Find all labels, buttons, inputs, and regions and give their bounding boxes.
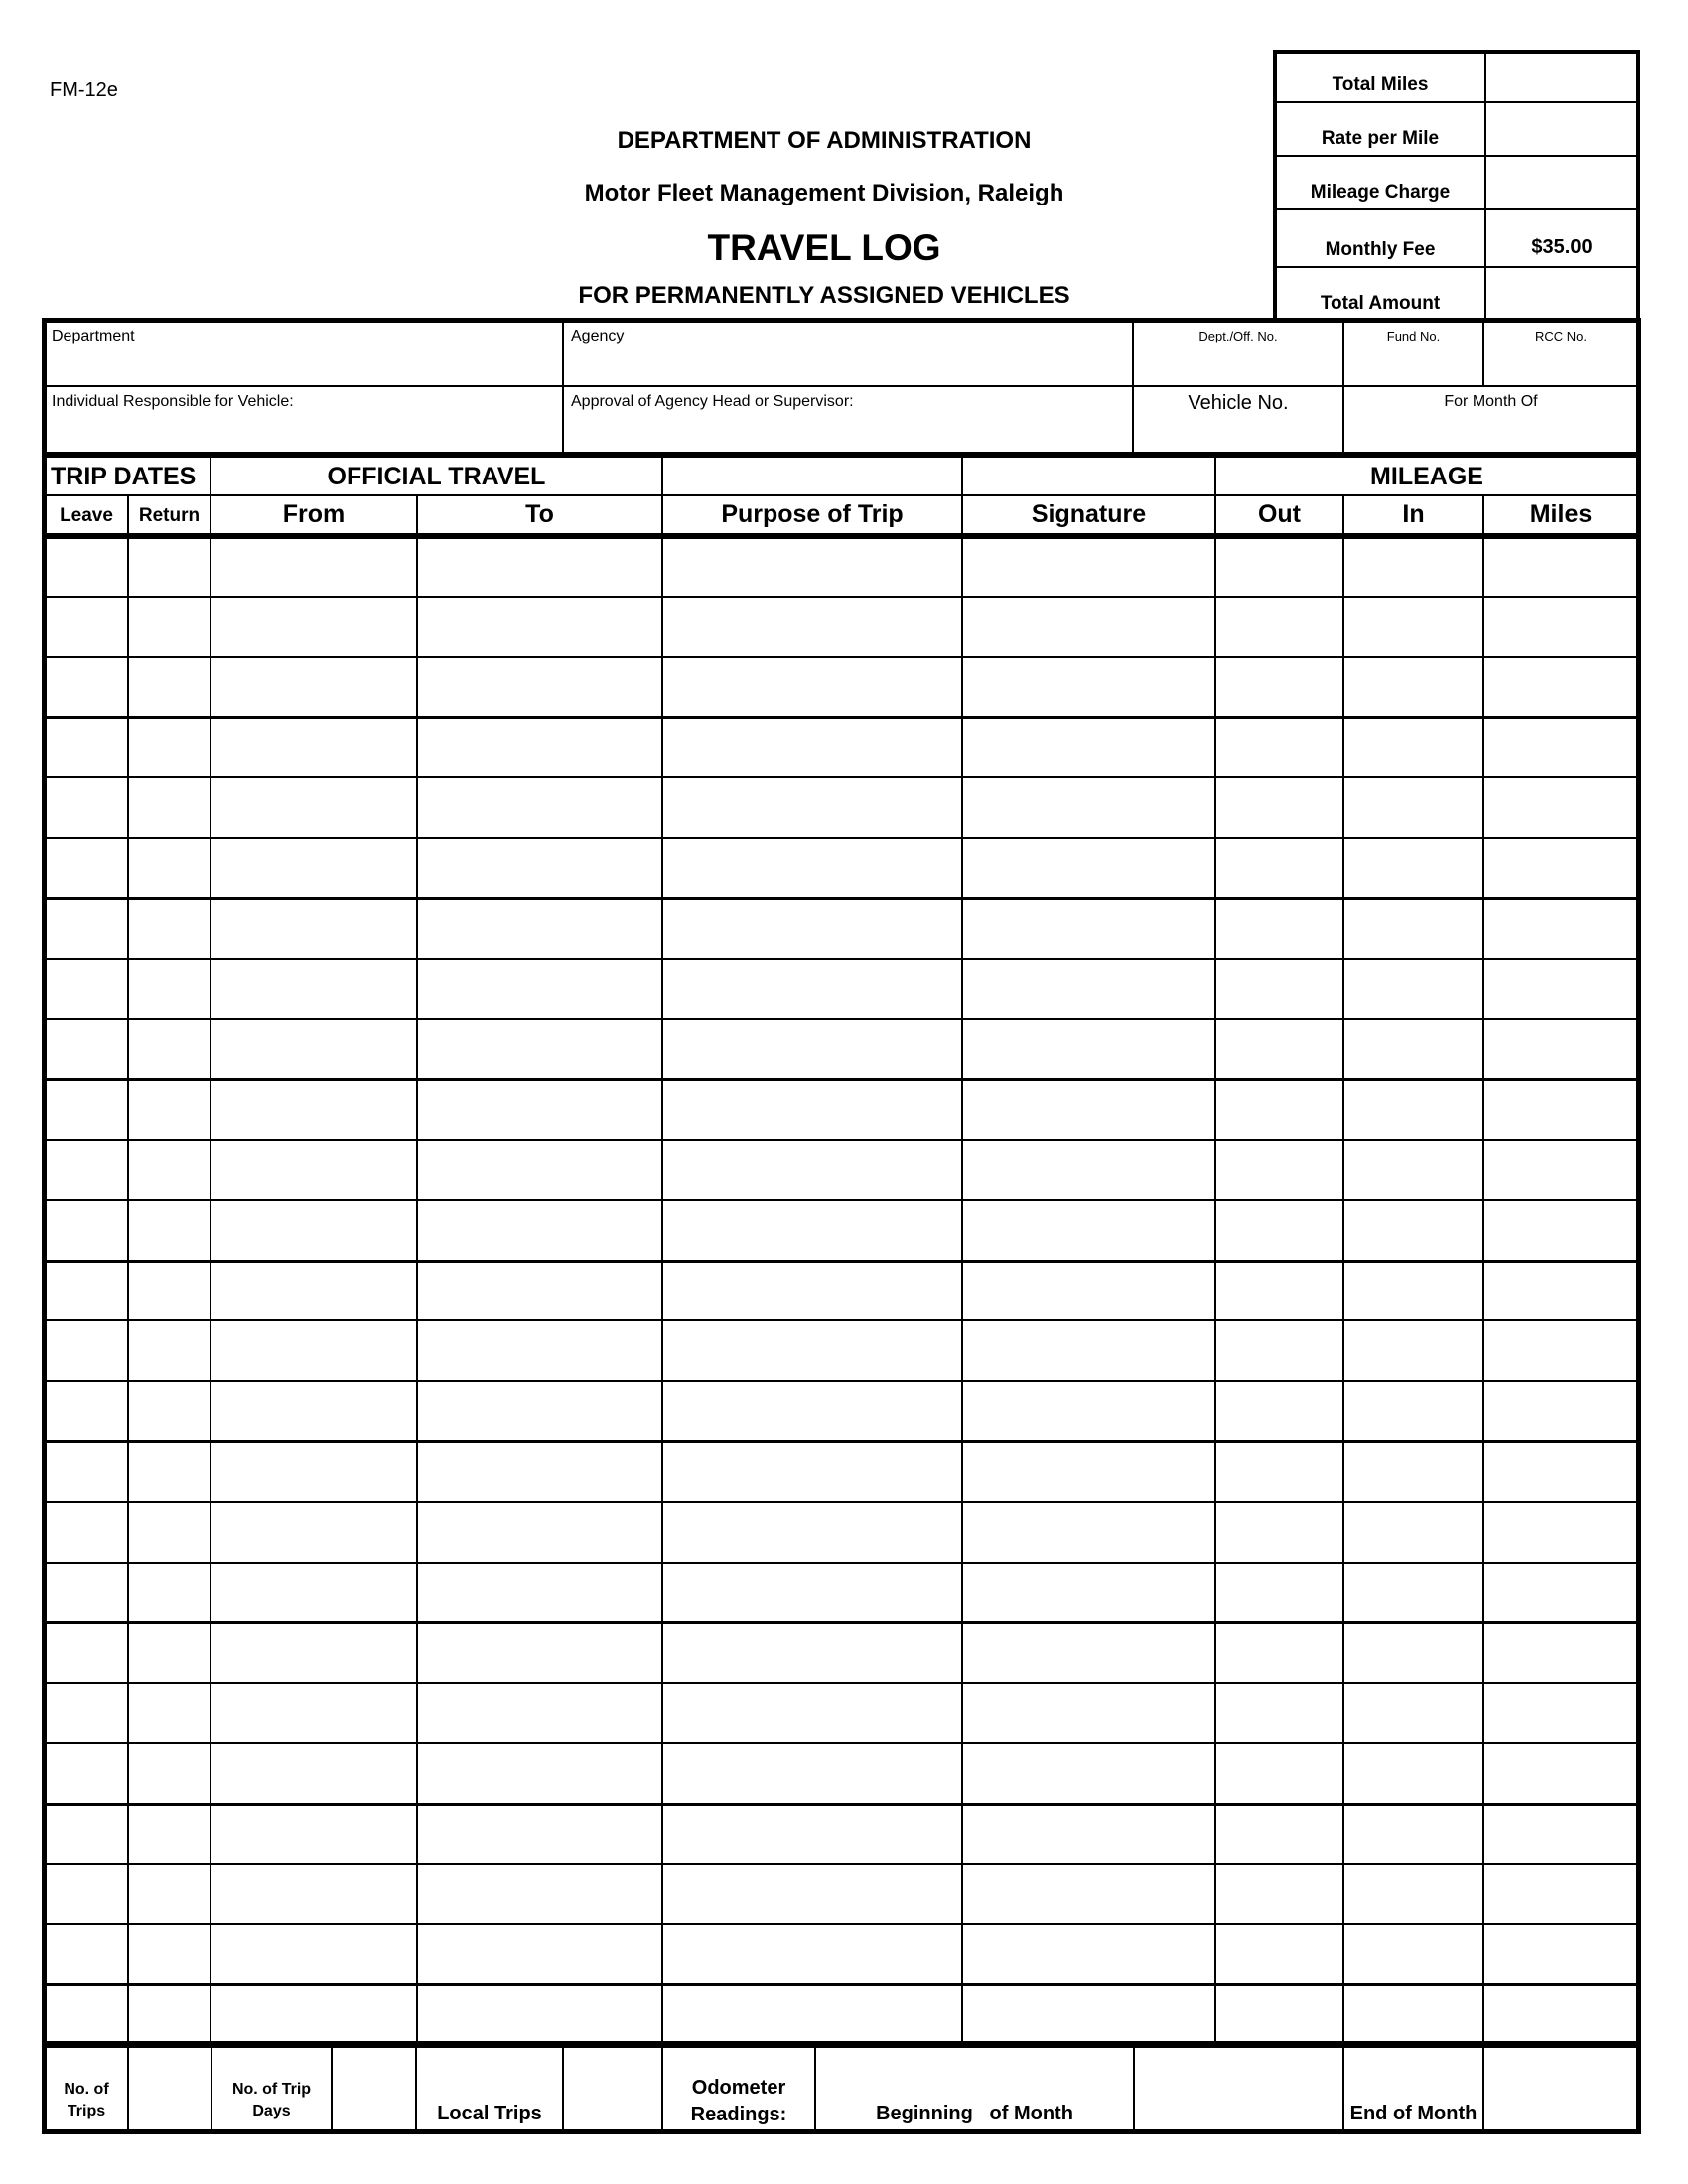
cell-to[interactable]: [417, 898, 662, 959]
summary-value-field[interactable]: [1485, 52, 1638, 102]
summary-label: Monthly Fee: [1325, 239, 1436, 260]
cell-purpose[interactable]: [662, 1743, 962, 1804]
cell-return[interactable]: [128, 1381, 211, 1441]
cell-miles[interactable]: [1483, 1563, 1638, 1622]
cell-in[interactable]: [1343, 1622, 1483, 1683]
cell-out[interactable]: [1215, 1261, 1343, 1320]
cell-from[interactable]: [211, 597, 417, 657]
cell-out[interactable]: [1215, 597, 1343, 657]
cell-signature[interactable]: [962, 1320, 1215, 1381]
cell-miles[interactable]: [1483, 898, 1638, 959]
cell-signature[interactable]: [962, 717, 1215, 777]
cell-leave[interactable]: [45, 1381, 128, 1441]
cell-from[interactable]: [211, 1441, 417, 1502]
cell-return[interactable]: [128, 1743, 211, 1804]
cell-purpose[interactable]: [662, 1320, 962, 1381]
cell-purpose[interactable]: [662, 1079, 962, 1140]
cell-out[interactable]: [1215, 1743, 1343, 1804]
cell-in[interactable]: [1343, 1079, 1483, 1140]
cell-in[interactable]: [1343, 1320, 1483, 1381]
summary-value-field[interactable]: [1485, 267, 1638, 321]
cell-miles[interactable]: [1483, 657, 1638, 717]
cell-in[interactable]: [1343, 838, 1483, 898]
cell-miles[interactable]: [1483, 1079, 1638, 1140]
cell-purpose[interactable]: [662, 1441, 962, 1502]
cell-purpose[interactable]: [662, 898, 962, 959]
cell-out[interactable]: [1215, 1320, 1343, 1381]
cell-purpose[interactable]: [662, 1381, 962, 1441]
cell-signature[interactable]: [962, 1019, 1215, 1079]
no-of-trip-days-field[interactable]: [332, 2045, 416, 2131]
cell-return[interactable]: [128, 1683, 211, 1743]
cell-to[interactable]: [417, 1924, 662, 1984]
cell-purpose[interactable]: [662, 536, 962, 597]
summary-label: Mileage Charge: [1310, 182, 1451, 203]
cell-miles[interactable]: [1483, 777, 1638, 838]
cell-miles[interactable]: [1483, 1683, 1638, 1743]
cell-in[interactable]: [1343, 1019, 1483, 1079]
cell-miles[interactable]: [1483, 717, 1638, 777]
cell-out[interactable]: [1215, 717, 1343, 777]
cell-return[interactable]: [128, 1079, 211, 1140]
cell-signature[interactable]: [962, 1261, 1215, 1320]
cell-signature[interactable]: [962, 1924, 1215, 1984]
column-header-return: Return: [138, 505, 201, 526]
cell-leave[interactable]: [45, 1622, 128, 1683]
cell-from[interactable]: [211, 1864, 417, 1924]
cell-leave[interactable]: [45, 959, 128, 1019]
rcc-no-field[interactable]: [1483, 321, 1638, 386]
cell-to[interactable]: [417, 1804, 662, 1864]
department-field[interactable]: [45, 321, 563, 386]
cell-leave[interactable]: [45, 777, 128, 838]
cell-leave[interactable]: [45, 1320, 128, 1381]
agency-field[interactable]: [563, 321, 1133, 386]
for-month-of-field[interactable]: [1343, 386, 1638, 455]
cell-miles[interactable]: [1483, 1743, 1638, 1804]
cell-purpose[interactable]: [662, 1019, 962, 1079]
cell-signature[interactable]: [962, 1502, 1215, 1563]
cell-from[interactable]: [211, 838, 417, 898]
local-trips-field[interactable]: [563, 2045, 662, 2131]
cell-to[interactable]: [417, 1864, 662, 1924]
cell-return[interactable]: [128, 1320, 211, 1381]
cell-signature[interactable]: [962, 1984, 1215, 2045]
cell-in[interactable]: [1343, 1683, 1483, 1743]
cell-to[interactable]: [417, 1140, 662, 1200]
cell-purpose[interactable]: [662, 717, 962, 777]
cell-in[interactable]: [1343, 1864, 1483, 1924]
cell-purpose[interactable]: [662, 1563, 962, 1622]
cell-return[interactable]: [128, 1502, 211, 1563]
cell-purpose[interactable]: [662, 1261, 962, 1320]
cell-return[interactable]: [128, 1924, 211, 1984]
column-header-out: Out: [1257, 500, 1302, 528]
rcc-no-label: RCC No.: [1534, 329, 1587, 343]
cell-out[interactable]: [1215, 657, 1343, 717]
column-header-from: From: [282, 500, 346, 528]
cell-out[interactable]: [1215, 959, 1343, 1019]
column-header-in: In: [1402, 500, 1425, 528]
cell-miles[interactable]: [1483, 1924, 1638, 1984]
cell-miles[interactable]: [1483, 959, 1638, 1019]
cell-leave[interactable]: [45, 717, 128, 777]
cell-signature[interactable]: [962, 1140, 1215, 1200]
cell-to[interactable]: [417, 1622, 662, 1683]
cell-in[interactable]: [1343, 1563, 1483, 1622]
cell-purpose[interactable]: [662, 1683, 962, 1743]
individual-responsible-field[interactable]: [45, 386, 563, 455]
cell-in[interactable]: [1343, 777, 1483, 838]
cell-leave[interactable]: [45, 1743, 128, 1804]
cell-from[interactable]: [211, 1622, 417, 1683]
cell-in[interactable]: [1343, 1441, 1483, 1502]
cell-to[interactable]: [417, 597, 662, 657]
cell-signature[interactable]: [962, 657, 1215, 717]
cell-from[interactable]: [211, 959, 417, 1019]
cell-to[interactable]: [417, 1984, 662, 2045]
cell-leave[interactable]: [45, 597, 128, 657]
cell-to[interactable]: [417, 1502, 662, 1563]
cell-return[interactable]: [128, 597, 211, 657]
cell-to[interactable]: [417, 777, 662, 838]
cell-signature[interactable]: [962, 536, 1215, 597]
cell-from[interactable]: [211, 1984, 417, 2045]
no-of-trip-days-label: No. of Trip Days: [231, 2081, 312, 2119]
cell-miles[interactable]: [1483, 1381, 1638, 1441]
cell-from[interactable]: [211, 1563, 417, 1622]
cell-out[interactable]: [1215, 1683, 1343, 1743]
cell-leave[interactable]: [45, 1502, 128, 1563]
header-row-divider: [45, 494, 1638, 496]
cell-to[interactable]: [417, 536, 662, 597]
cell-out[interactable]: [1215, 536, 1343, 597]
cell-in[interactable]: [1343, 1743, 1483, 1804]
cell-out[interactable]: [1215, 1140, 1343, 1200]
cell-leave[interactable]: [45, 1984, 128, 2045]
cell-miles[interactable]: [1483, 1441, 1638, 1502]
odometer-readings-label: Odometer Readings:: [690, 2077, 787, 2125]
mileage-group-label: MILEAGE: [1370, 463, 1483, 490]
cell-out[interactable]: [1215, 1200, 1343, 1261]
cell-signature[interactable]: [962, 1381, 1215, 1441]
cell-purpose[interactable]: [662, 597, 962, 657]
cell-leave[interactable]: [45, 1683, 128, 1743]
cell-return[interactable]: [128, 1441, 211, 1502]
cell-from[interactable]: [211, 1502, 417, 1563]
for-month-of-label: For Month Of: [1444, 393, 1538, 410]
cell-purpose[interactable]: [662, 777, 962, 838]
cell-signature[interactable]: [962, 1804, 1215, 1864]
cell-to[interactable]: [417, 1441, 662, 1502]
cell-purpose[interactable]: [662, 1864, 962, 1924]
cell-signature[interactable]: [962, 959, 1215, 1019]
cell-signature[interactable]: [962, 1622, 1215, 1683]
summary-value-field[interactable]: [1485, 102, 1638, 156]
column-header-leave: Leave: [60, 505, 113, 526]
cell-return[interactable]: [128, 959, 211, 1019]
cell-return[interactable]: [128, 898, 211, 959]
cell-return[interactable]: [128, 536, 211, 597]
cell-return[interactable]: [128, 1200, 211, 1261]
cell-in[interactable]: [1343, 898, 1483, 959]
cell-from[interactable]: [211, 1743, 417, 1804]
cell-to[interactable]: [417, 1683, 662, 1743]
cell-from[interactable]: [211, 898, 417, 959]
cell-out[interactable]: [1215, 1804, 1343, 1864]
local-trips-label: Local Trips: [437, 2103, 542, 2124]
cell-miles[interactable]: [1483, 536, 1638, 597]
cell-signature[interactable]: [962, 777, 1215, 838]
department-label: Department: [52, 328, 135, 344]
cell-purpose[interactable]: [662, 1200, 962, 1261]
vehicle-no-field[interactable]: [1133, 386, 1343, 455]
vehicle-no-label: Vehicle No.: [1188, 392, 1289, 414]
cell-miles[interactable]: [1483, 1320, 1638, 1381]
cell-purpose[interactable]: [662, 1502, 962, 1563]
agency-label: Agency: [571, 328, 625, 344]
page-subtitle: FOR PERMANENTLY ASSIGNED VEHICLES: [578, 282, 1070, 309]
cell-in[interactable]: [1343, 959, 1483, 1019]
cell-from[interactable]: [211, 1019, 417, 1079]
individual-responsible-label: Individual Responsible for Vehicle:: [52, 393, 294, 410]
footer-top-rule: [45, 2041, 1638, 2048]
cell-in[interactable]: [1343, 1924, 1483, 1984]
end-of-month-label: End of Month: [1349, 2103, 1477, 2124]
cell-from[interactable]: [211, 1200, 417, 1261]
cell-in[interactable]: [1343, 1804, 1483, 1864]
cell-signature[interactable]: [962, 1079, 1215, 1140]
beginning-of-month-field[interactable]: [1134, 2045, 1343, 2131]
cell-to[interactable]: [417, 1261, 662, 1320]
cell-miles[interactable]: [1483, 597, 1638, 657]
column-header-signature: Signature: [1031, 500, 1147, 528]
cell-out[interactable]: [1215, 898, 1343, 959]
cell-leave[interactable]: [45, 1200, 128, 1261]
no-of-trips-label: No. of Trips: [64, 2081, 109, 2119]
cell-to[interactable]: [417, 959, 662, 1019]
cell-leave[interactable]: [45, 1563, 128, 1622]
column-header-to: To: [525, 500, 554, 528]
cell-miles[interactable]: [1483, 1864, 1638, 1924]
dept-off-no-field[interactable]: [1133, 321, 1343, 386]
cell-out[interactable]: [1215, 1864, 1343, 1924]
cell-from[interactable]: [211, 1804, 417, 1864]
cell-miles[interactable]: [1483, 1622, 1638, 1683]
cell-to[interactable]: [417, 1079, 662, 1140]
cell-to[interactable]: [417, 1200, 662, 1261]
cell-purpose[interactable]: [662, 1924, 962, 1984]
cell-return[interactable]: [128, 777, 211, 838]
cell-purpose[interactable]: [662, 838, 962, 898]
cell-miles[interactable]: [1483, 1804, 1638, 1864]
cell-leave[interactable]: [45, 1261, 128, 1320]
cell-leave[interactable]: [45, 1804, 128, 1864]
column-header-purpose: Purpose of Trip: [721, 500, 904, 528]
cell-from[interactable]: [211, 1924, 417, 1984]
cell-to[interactable]: [417, 657, 662, 717]
cell-return[interactable]: [128, 657, 211, 717]
cell-signature[interactable]: [962, 1200, 1215, 1261]
cell-to[interactable]: [417, 1019, 662, 1079]
cell-miles[interactable]: [1483, 1200, 1638, 1261]
cell-out[interactable]: [1215, 838, 1343, 898]
cell-in[interactable]: [1343, 1200, 1483, 1261]
cell-miles[interactable]: [1483, 1140, 1638, 1200]
cell-in[interactable]: [1343, 657, 1483, 717]
page-title: TRAVEL LOG: [707, 227, 941, 268]
cell-from[interactable]: [211, 1683, 417, 1743]
cell-purpose[interactable]: [662, 1984, 962, 2045]
cell-out[interactable]: [1215, 777, 1343, 838]
cell-signature[interactable]: [962, 1683, 1215, 1743]
cell-to[interactable]: [417, 1563, 662, 1622]
cell-in[interactable]: [1343, 597, 1483, 657]
cell-miles[interactable]: [1483, 838, 1638, 898]
cell-return[interactable]: [128, 1563, 211, 1622]
form-code: FM-12e: [50, 79, 118, 101]
end-of-month-field[interactable]: [1483, 2045, 1638, 2131]
cell-return[interactable]: [128, 1864, 211, 1924]
cell-leave[interactable]: [45, 657, 128, 717]
cell-out[interactable]: [1215, 1563, 1343, 1622]
cell-out[interactable]: [1215, 1984, 1343, 2045]
cell-return[interactable]: [128, 838, 211, 898]
approval-label: Approval of Agency Head or Supervisor:: [571, 393, 854, 410]
cell-to[interactable]: [417, 1743, 662, 1804]
cell-in[interactable]: [1343, 536, 1483, 597]
cell-in[interactable]: [1343, 1261, 1483, 1320]
cell-from[interactable]: [211, 536, 417, 597]
cell-leave[interactable]: [45, 1864, 128, 1924]
cell-in[interactable]: [1343, 1502, 1483, 1563]
cell-from[interactable]: [211, 1320, 417, 1381]
cell-from[interactable]: [211, 1079, 417, 1140]
cell-return[interactable]: [128, 1804, 211, 1864]
monthly-fee-value: $35.00: [1531, 236, 1593, 258]
cell-to[interactable]: [417, 1381, 662, 1441]
cell-out[interactable]: [1215, 1502, 1343, 1563]
cell-out[interactable]: [1215, 1622, 1343, 1683]
summary-value-field[interactable]: [1485, 156, 1638, 209]
cell-to[interactable]: [417, 717, 662, 777]
summary-label: Total Amount: [1320, 293, 1441, 314]
division-heading: Motor Fleet Management Division, Raleigh: [584, 180, 1064, 206]
form-border-bottom: [42, 2129, 1641, 2134]
summary-label: Total Miles: [1332, 74, 1429, 95]
cell-signature[interactable]: [962, 838, 1215, 898]
cell-from[interactable]: [211, 717, 417, 777]
cell-in[interactable]: [1343, 1984, 1483, 2045]
cell-signature[interactable]: [962, 1441, 1215, 1502]
cell-leave[interactable]: [45, 1441, 128, 1502]
cell-out[interactable]: [1215, 1019, 1343, 1079]
cell-purpose[interactable]: [662, 959, 962, 1019]
fund-no-label: Fund No.: [1386, 329, 1441, 343]
cell-return[interactable]: [128, 1140, 211, 1200]
cell-in[interactable]: [1343, 1381, 1483, 1441]
cell-miles[interactable]: [1483, 1502, 1638, 1563]
cell-purpose[interactable]: [662, 1622, 962, 1683]
cell-leave[interactable]: [45, 1140, 128, 1200]
cell-return[interactable]: [128, 1019, 211, 1079]
cell-from[interactable]: [211, 777, 417, 838]
cell-signature[interactable]: [962, 898, 1215, 959]
cell-leave[interactable]: [45, 1924, 128, 1984]
cell-return[interactable]: [128, 717, 211, 777]
cell-return[interactable]: [128, 1261, 211, 1320]
cell-in[interactable]: [1343, 1140, 1483, 1200]
cell-from[interactable]: [211, 1261, 417, 1320]
cell-purpose[interactable]: [662, 1140, 962, 1200]
cell-from[interactable]: [211, 657, 417, 717]
cell-purpose[interactable]: [662, 657, 962, 717]
cell-out[interactable]: [1215, 1079, 1343, 1140]
cell-signature[interactable]: [962, 1864, 1215, 1924]
approval-field[interactable]: [563, 386, 1133, 455]
cell-signature[interactable]: [962, 1743, 1215, 1804]
cell-out[interactable]: [1215, 1924, 1343, 1984]
cell-miles[interactable]: [1483, 1019, 1638, 1079]
cell-to[interactable]: [417, 838, 662, 898]
official-travel-group-label: OFFICIAL TRAVEL: [327, 463, 546, 490]
cell-leave[interactable]: [45, 838, 128, 898]
cell-signature[interactable]: [962, 1563, 1215, 1622]
cell-return[interactable]: [128, 1984, 211, 2045]
cell-return[interactable]: [128, 1622, 211, 1683]
fund-no-field[interactable]: [1343, 321, 1483, 386]
cell-leave[interactable]: [45, 536, 128, 597]
cell-leave[interactable]: [45, 1019, 128, 1079]
header-group-divider: [961, 455, 963, 495]
cell-signature[interactable]: [962, 597, 1215, 657]
column-header-miles: Miles: [1529, 500, 1593, 528]
summary-label: Rate per Mile: [1321, 128, 1440, 149]
dept-off-no-label: Dept./Off. No.: [1198, 329, 1278, 343]
no-of-trips-field[interactable]: [128, 2045, 211, 2131]
department-heading: DEPARTMENT OF ADMINISTRATION: [617, 127, 1032, 154]
cell-miles[interactable]: [1483, 1261, 1638, 1320]
cell-in[interactable]: [1343, 717, 1483, 777]
cell-from[interactable]: [211, 1140, 417, 1200]
beginning-of-month-label: Beginning of Month: [876, 2103, 1073, 2124]
cell-miles[interactable]: [1483, 1984, 1638, 2045]
cell-out[interactable]: [1215, 1381, 1343, 1441]
cell-out[interactable]: [1215, 1441, 1343, 1502]
cell-leave[interactable]: [45, 1079, 128, 1140]
cell-purpose[interactable]: [662, 1804, 962, 1864]
trip-dates-group-label: TRIP DATES: [51, 463, 197, 490]
cell-from[interactable]: [211, 1381, 417, 1441]
cell-to[interactable]: [417, 1320, 662, 1381]
cell-leave[interactable]: [45, 898, 128, 959]
